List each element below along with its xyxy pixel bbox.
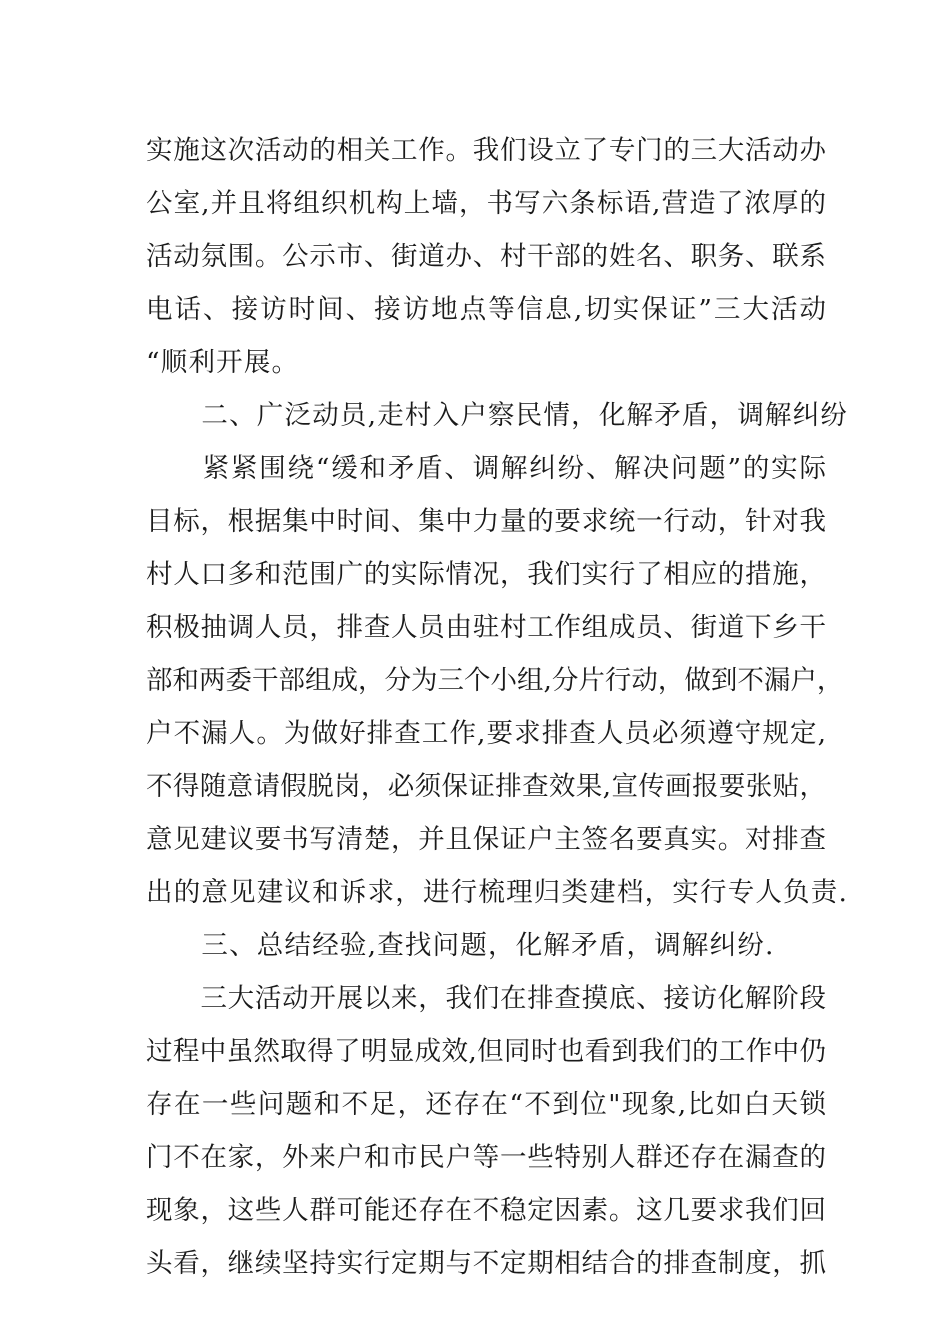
text-line: 活动氛围。公示市、街道办、村干部的姓名、职务、联系 — [146, 241, 826, 272]
section-heading: 三、总结经验,查找问题，化解矛盾，调解纠纷. — [146, 930, 775, 961]
text-line: 公室,并且将组织机构上墙，书写六条标语,营造了浓厚的 — [146, 188, 826, 219]
text-line: 三大活动开展以来，我们在排查摸底、接访化解阶段 — [146, 983, 826, 1014]
body-text — [146, 124, 849, 1290]
text-line: 门不在家，外来户和市民户等一些特别人群还存在漏查的 — [146, 1142, 826, 1173]
text-line: 部和两委干部组成，分为三个小组,分片行动，做到不漏户， — [146, 665, 844, 696]
text-line: 电话、接访时间、接访地点等信息,切实保证”三大活动 — [146, 294, 826, 325]
text-line: 过程中虽然取得了明显成效,但同时也看到我们的工作中仍 — [146, 1036, 826, 1067]
text-line: 出的意见建议和诉求，进行梳理归类建档，实行专人负责. — [146, 877, 849, 908]
text-line: 紧紧围绕“缓和矛盾、调解纠纷、解决问题”的实际 — [146, 453, 826, 484]
text-line: 现象，这些人群可能还存在不稳定因素。这几要求我们回 — [146, 1195, 826, 1226]
text-line: 存在一些问题和不足，还存在“不到位"现象,比如白天锁 — [146, 1089, 826, 1120]
text-line: 意见建议要书写清楚，并且保证户主签名要真实。对排查 — [146, 824, 826, 855]
text-line: 积极抽调人员，排查人员由驻村工作组成员、街道下乡干 — [146, 612, 826, 643]
text-line: “顺利开展。 — [146, 347, 300, 378]
text-line: 户不漏人。为做好排查工作,要求排查人员必须遵守规定, — [146, 718, 826, 749]
text-line: 目标，根据集中时间、集中力量的要求统一行动，针对我 — [146, 506, 826, 537]
text-line: 村人口多和范围广的实际情况，我们实行了相应的措施， — [146, 559, 826, 590]
section-heading: 二、广泛动员,走村入户察民情，化解矛盾，调解纠纷 — [146, 400, 849, 431]
text-line: 实施这次活动的相关工作。我们设立了专门的三大活动办 — [146, 135, 826, 166]
text-line: 不得随意请假脱岗，必须保证排查效果,宣传画报要张贴， — [146, 771, 826, 802]
text-line: 头看，继续坚持实行定期与不定期相结合的排查制度，抓 — [146, 1248, 826, 1279]
